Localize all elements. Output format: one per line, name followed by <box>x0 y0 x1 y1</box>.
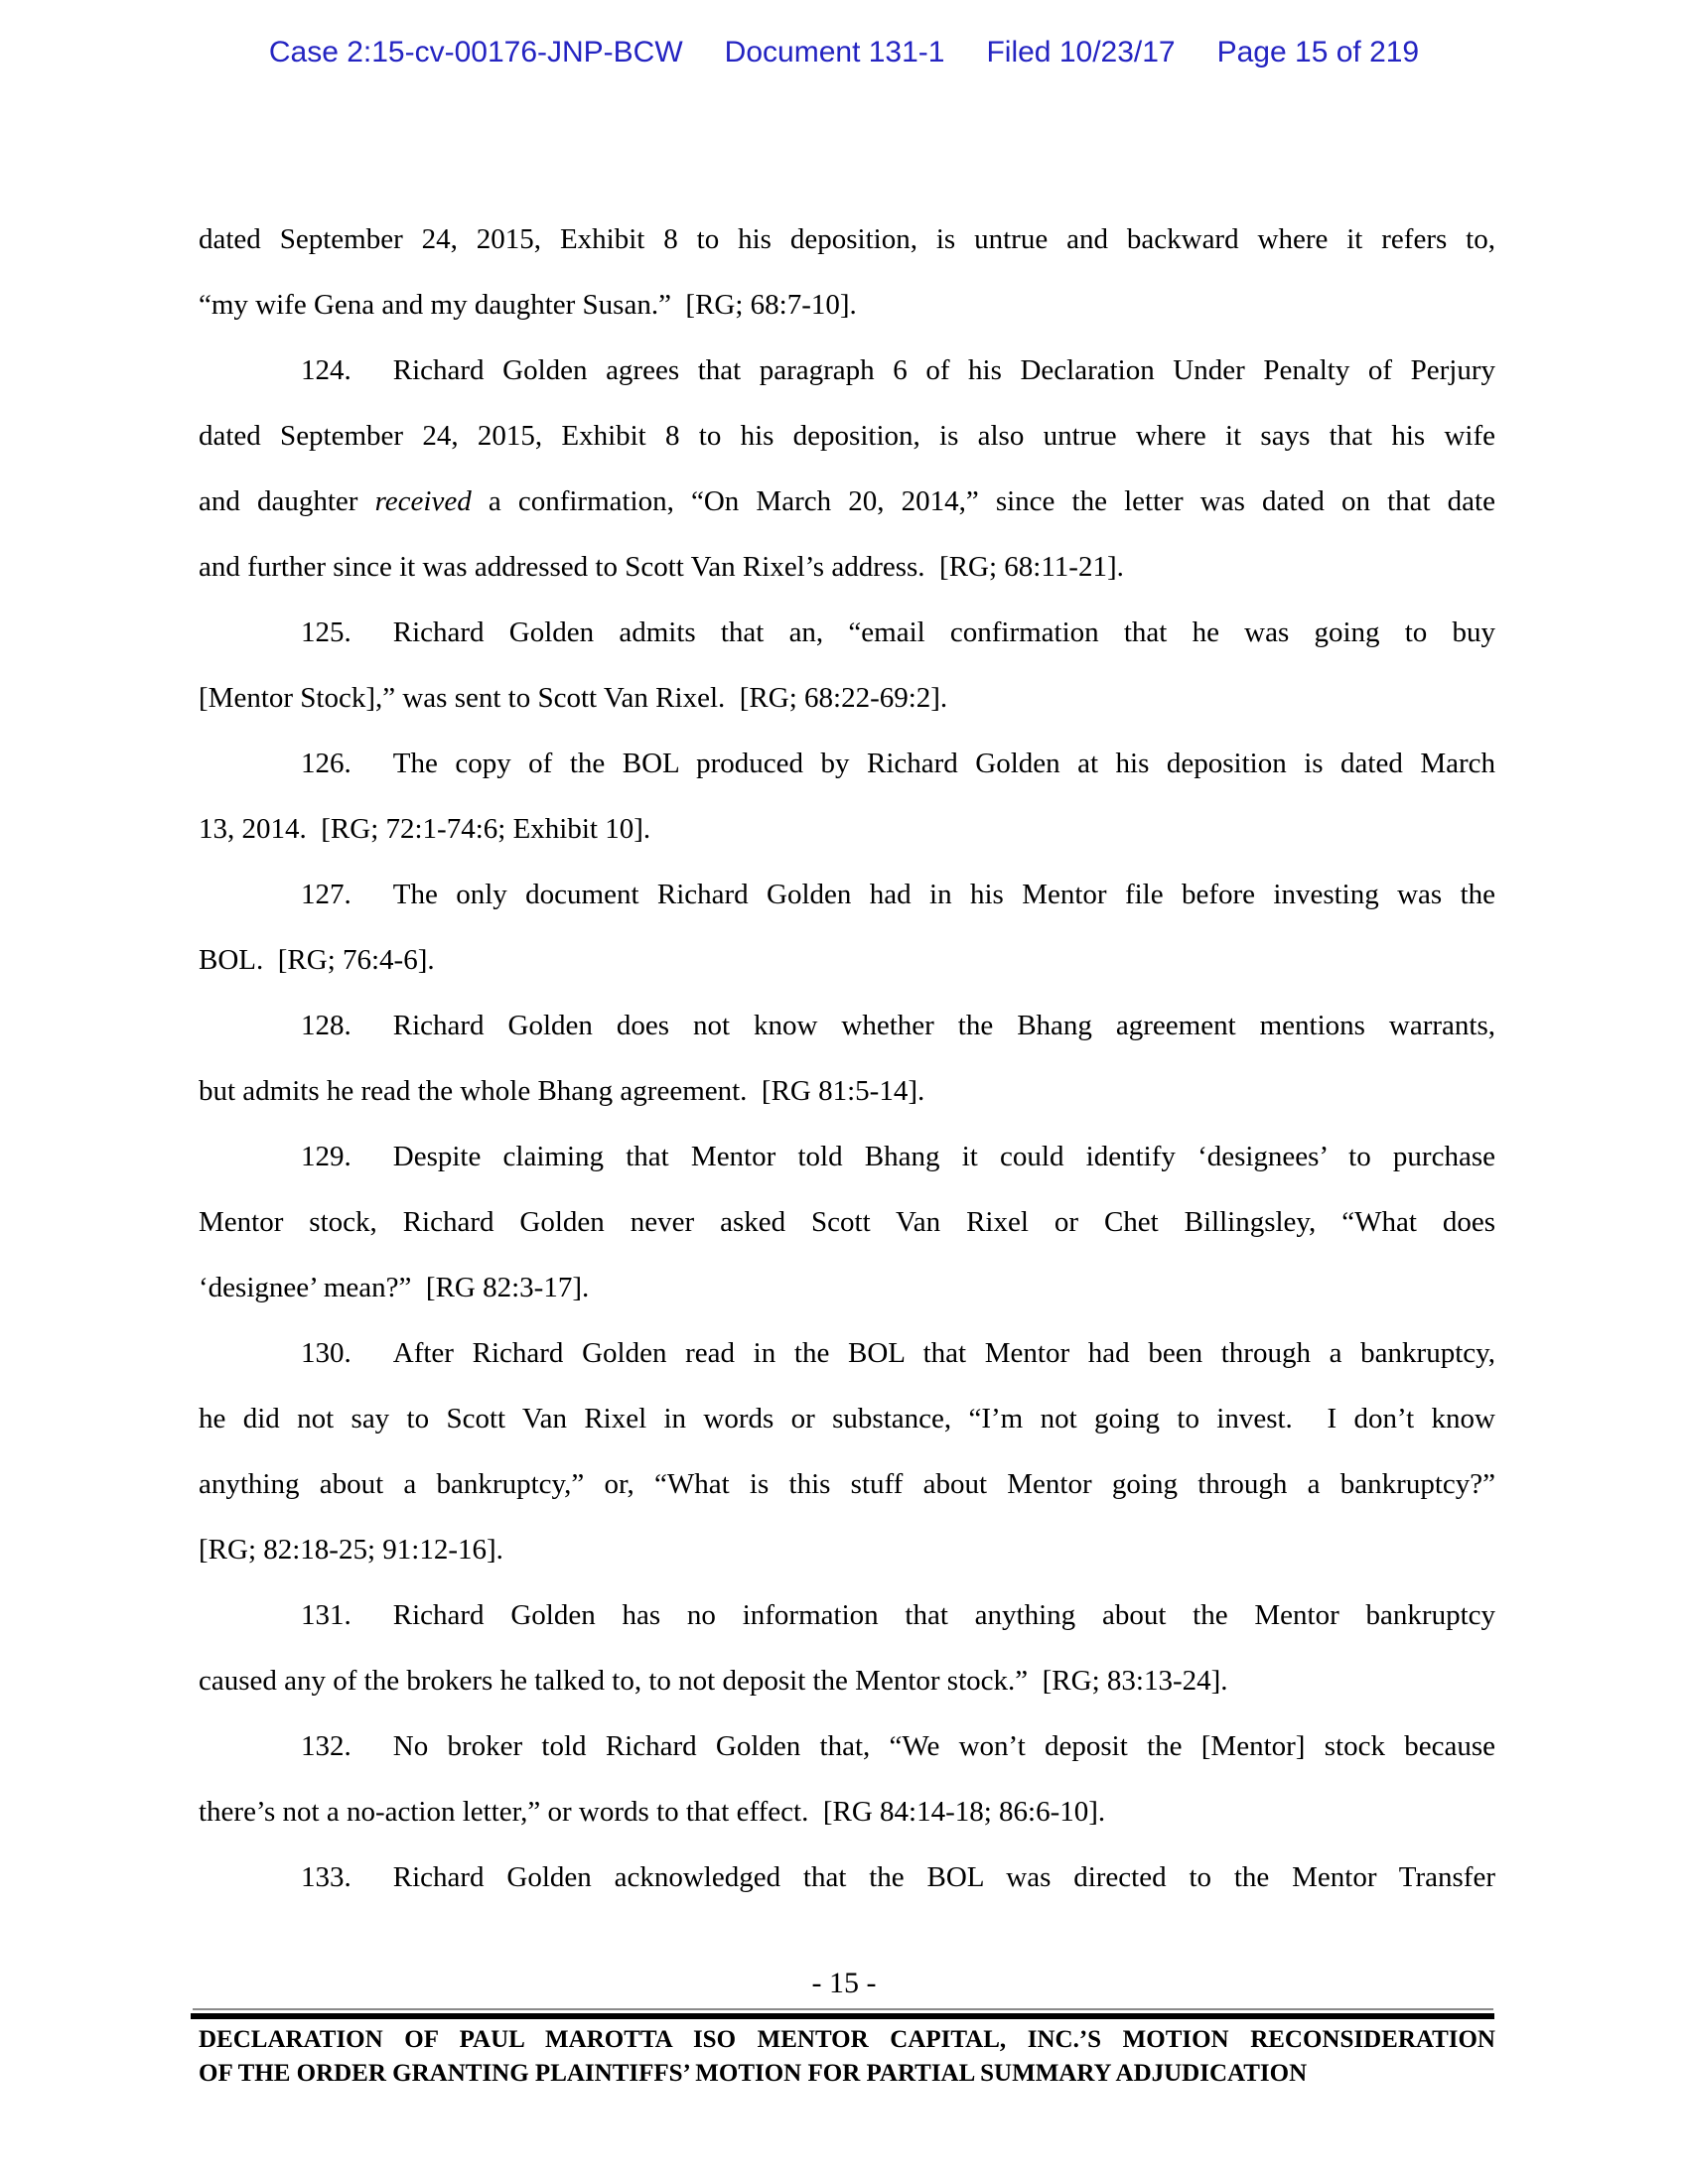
paragraph-number: 133. <box>301 1861 352 1893</box>
text-segment: Richard Golden does not know whether the Bhang agreement mentions warrants, <box>392 1010 1495 1041</box>
footer-rule-thin <box>193 2008 1493 2010</box>
paragraph-number: 131. <box>301 1599 352 1631</box>
body-line <box>199 1189 1495 1255</box>
text-segment: No broker told Richard Golden that, “We won’t deposit the [Mentor] stock because <box>392 1730 1495 1762</box>
body-line <box>199 862 1495 927</box>
text-segment: a confirmation, “On March 20, 2014,” since the letter was dated on that date <box>471 485 1495 517</box>
text-segment: anything about a bankruptcy,” or, “What is this stuff about Mentor going through a bankruptcy?” <box>199 1468 1495 1500</box>
document-number: Document 131-1 <box>724 36 945 68</box>
italic-text: received <box>374 485 472 517</box>
footer-title-line1: DECLARATION OF PAUL MAROTTA ISO MENTOR CAPITAL, INC.’S MOTION RECONSIDERATION <box>199 2026 1495 2053</box>
body-line <box>199 665 1495 731</box>
body-line <box>199 1844 1495 1910</box>
paragraph-number: 130. <box>301 1337 352 1369</box>
body-line <box>199 272 1495 338</box>
text-segment: he did not say to Scott Van Rixel in words or substance, “I’m not going to invest. I don’t know <box>199 1403 1495 1434</box>
text-segment: ‘designee’ mean?” [RG 82:3-17]. <box>199 1272 590 1303</box>
page-number: - 15 - <box>811 1967 877 1999</box>
text-segment: [RG; 82:18-25; 91:12-16]. <box>199 1534 503 1566</box>
text-segment: BOL. [RG; 76:4-6]. <box>199 944 435 976</box>
body-text <box>199 206 1495 1910</box>
body-line <box>199 927 1495 993</box>
text-segment: “my wife Gena and my daughter Susan.” [RG; 68:7-10]. <box>199 289 857 321</box>
text-segment: Despite claiming that Mentor told Bhang it could identify ‘designees’ to purchase <box>392 1141 1495 1172</box>
paragraph-number: 132. <box>301 1730 352 1762</box>
filed-date: Filed 10/23/17 <box>986 36 1176 68</box>
text-segment: dated September 24, 2015, Exhibit 8 to his deposition, is also untrue where it says that his wife <box>199 420 1495 452</box>
text-segment: The only document Richard Golden had in his Mentor file before investing was the <box>392 879 1495 910</box>
body-line <box>199 403 1495 469</box>
footer-title-line2: OF THE ORDER GRANTING PLAINTIFFS’ MOTION FOR PARTIAL SUMMARY ADJUDICATION <box>199 2060 1308 2087</box>
body-line <box>199 1124 1495 1189</box>
body-line <box>199 1386 1495 1451</box>
body-line <box>199 1648 1495 1713</box>
text-segment: dated September 24, 2015, Exhibit 8 to his deposition, is untrue and backward where it refers to, <box>199 223 1495 255</box>
body-line <box>199 1779 1495 1844</box>
body-line <box>199 731 1495 796</box>
text-segment: and further since it was addressed to Scott Van Rixel’s address. [RG; 68:11-21]. <box>199 551 1124 583</box>
case-number: Case 2:15-cv-00176-JNP-BCW <box>268 36 683 68</box>
text-segment: but admits he read the whole Bhang agreement. [RG 81:5-14]. <box>199 1075 925 1107</box>
text-segment: caused any of the brokers he talked to, to not deposit the Mentor stock.” [RG; 83:13-24]. <box>199 1665 1228 1697</box>
body-line <box>199 1582 1495 1648</box>
body-line <box>199 796 1495 862</box>
paragraph-number: 126. <box>301 748 352 779</box>
paragraph-number: 127. <box>301 879 352 910</box>
body-line <box>199 993 1495 1058</box>
paragraph-number: 124. <box>301 354 352 386</box>
text-segment: After Richard Golden read in the BOL that Mentor had been through a bankruptcy, <box>392 1337 1495 1369</box>
body-line <box>199 1058 1495 1124</box>
body-line <box>199 1320 1495 1386</box>
paragraph-number: 129. <box>301 1141 352 1172</box>
text-segment: 13, 2014. [RG; 72:1-74:6; Exhibit 10]. <box>199 813 651 845</box>
text-segment: Richard Golden agrees that paragraph 6 of his Declaration Under Penalty of Perjury <box>392 354 1495 386</box>
body-line <box>199 1517 1495 1582</box>
court-stamp-header <box>0 36 1688 69</box>
text-segment: The copy of the BOL produced by Richard Golden at his deposition is dated March <box>392 748 1495 779</box>
text-segment: and daughter <box>199 485 375 517</box>
text-segment: Richard Golden has no information that anything about the Mentor bankruptcy <box>392 1599 1495 1631</box>
paragraph-number: 125. <box>301 616 352 648</box>
body-line <box>199 1255 1495 1320</box>
body-line <box>199 1451 1495 1517</box>
body-line <box>199 469 1495 534</box>
body-line <box>199 600 1495 665</box>
body-line <box>199 338 1495 403</box>
body-line <box>199 1713 1495 1779</box>
text-segment: Richard Golden acknowledged that the BOL was directed to the Mentor Transfer <box>392 1861 1495 1893</box>
text-segment: there’s not a no-action letter,” or words to that effect. [RG 84:14-18; 86:6-10]. <box>199 1796 1106 1828</box>
body-line <box>199 206 1495 272</box>
footer-title <box>199 2023 1495 2091</box>
text-segment: Richard Golden admits that an, “email confirmation that he was going to buy <box>392 616 1495 648</box>
paragraph-number: 128. <box>301 1010 352 1041</box>
body-line <box>199 534 1495 600</box>
page-count: Page 15 of 219 <box>1216 36 1420 68</box>
text-segment: Mentor stock, Richard Golden never asked Scott Van Rixel or Chet Billingsley, “What does <box>199 1206 1495 1238</box>
text-segment: [Mentor Stock],” was sent to Scott Van Rixel. [RG; 68:22-69:2]. <box>199 682 948 714</box>
footer-rule-thick <box>191 2013 1494 2019</box>
